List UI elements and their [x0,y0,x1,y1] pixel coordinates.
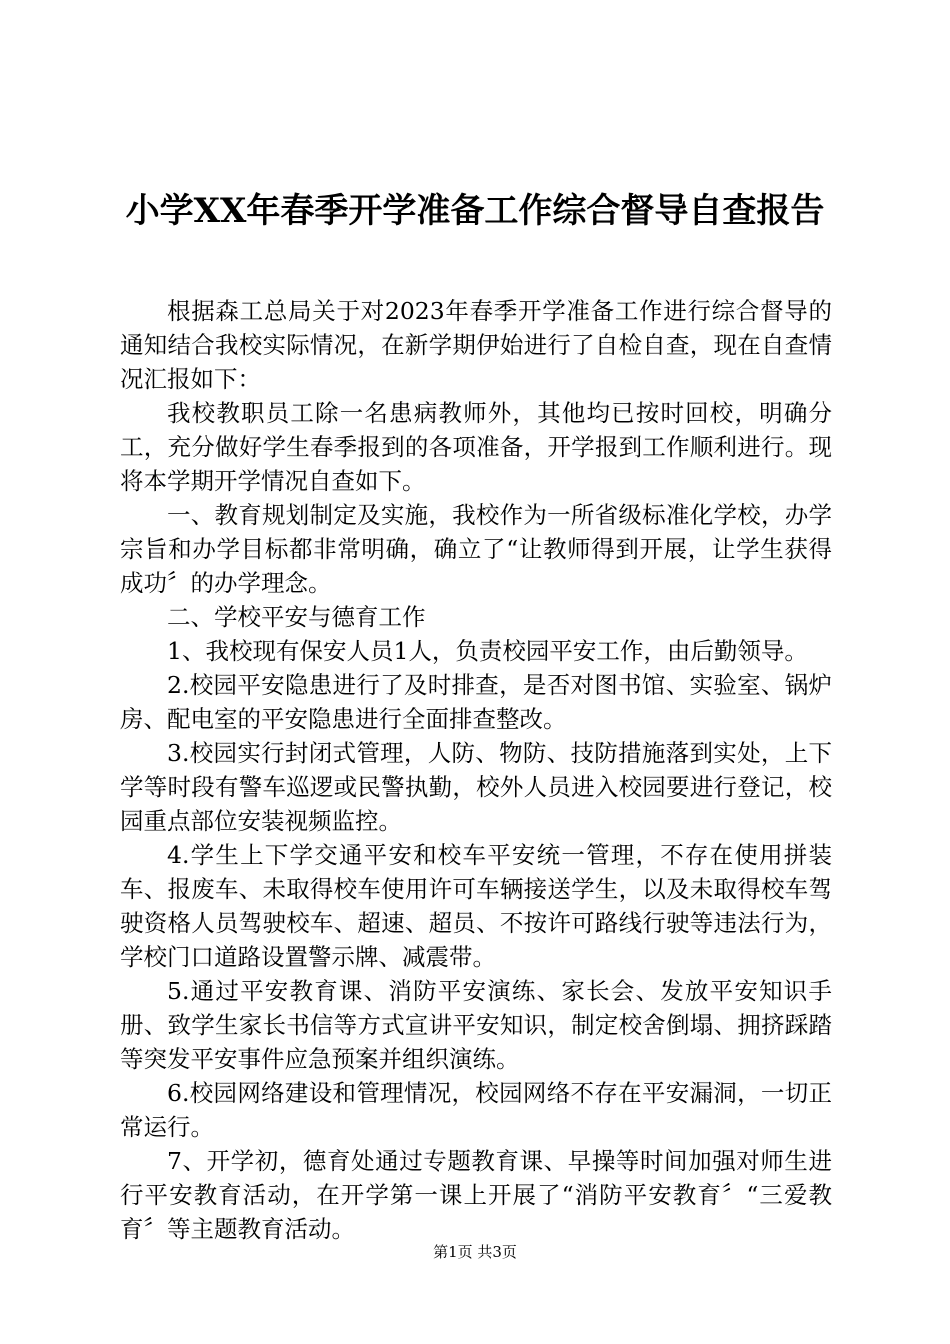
paragraph-section-1: 一、教育规划制定及实施，我校作为一所省级标准化学校，办学宗旨和办学目标都非常明确，确立了“让教师得到开展，让学生获得成功〞的办学理念。 [120,501,832,597]
paragraph-item-2: 2.校园平安隐患进行了及时排查，是否对图书馆、实验室、锅炉房、配电室的平安隐患进行全面排查整改。 [120,671,832,733]
section-heading-2: 二、学校平安与德育工作 [167,603,426,631]
paragraph-item-4: 4.学生上下学交通平安和校车平安统一管理，不存在使用拼装车、报废车、未取得校车使用许可车辆接送学生，以及未取得校车驾驶资格人员驾驶校车、超速、超员、不按许可路线行驶等违法行为，学校门口道路设置警示牌、减震带。 [120,841,832,971]
paragraph-staff: 我校教职员工除一名患病教师外，其他均已按时回校，明确分工，充分做好学生春季报到的各项准备，开学报到工作顺利进行。现将本学期开学情况自查如下。 [120,399,832,495]
paragraph-item-1: 1、我校现有保安人员1人，负责校园平安工作，由后勤领导。 [167,637,808,665]
paragraph-item-7: 7、开学初，德育处通过专题教育课、早操等时间加强对师生进行平安教育活动，在开学第一课上开展了“消防平安教育〞“三爱教育〞等主题教育活动。 [120,1147,832,1243]
paragraph-item-5: 5.通过平安教育课、消防平安演练、家长会、发放平安知识手册、致学生家长书信等方式宣讲平安知识，制定校舍倒塌、拥挤踩踏等突发平安事件应急预案并组织演练。 [120,977,832,1073]
paragraph-intro: 根据森工总局关于对2023年春季开学准备工作进行综合督导的通知结合我校实际情况，在新学期伊始进行了自检自查，现在自查情况汇报如下： [120,297,832,393]
document-title: 小学XX年春季开学准备工作综合督导自查报告 [125,191,825,231]
page-footer: 第1页 共3页 [433,1243,517,1261]
document-body [120,294,832,1246]
paragraph-item-3: 3.校园实行封闭式管理，人防、物防、技防措施落到实处，上下学等时段有警车巡逻或民警执勤，校外人员进入校园要进行登记，校园重点部位安装视频监控。 [120,739,832,835]
paragraph-item-6: 6.校园网络建设和管理情况，校园网络不存在平安漏洞，一切正常运行。 [120,1079,832,1141]
